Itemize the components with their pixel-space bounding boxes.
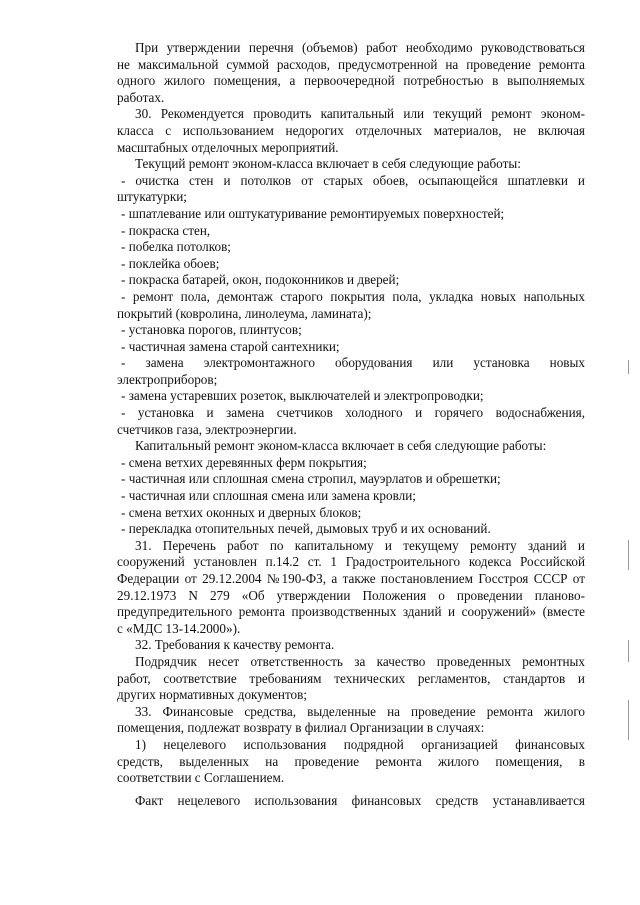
text-line: сооружений установлен п.14.2 ст. 1 Градостроительного кодекса Российской: [117, 554, 585, 570]
text-line: - очистка стен и потолков от старых обоев, осыпающейся шпатлевки и: [121, 172, 585, 188]
text-line: покрытий (ковролина, линолеума, ламината);: [117, 305, 372, 321]
text-line: работах.: [117, 89, 165, 105]
text-line: - шпатлевание или оштукатуривание ремонтируемых поверхностей;: [121, 205, 505, 221]
text-line: Текущий ремонт эконом-класса включает в себя следующие работы:: [135, 156, 521, 172]
text-line: штукатурки;: [117, 189, 187, 205]
document-page: [117, 40, 585, 809]
text-line: При утверждении перечня (объемов) работ необходимо руководствоваться: [135, 40, 585, 55]
text-line: 33. Финансовые средства, выделенные на проведение ремонта жилого: [135, 703, 585, 719]
text-line: - замена электромонтажного оборудования или установка новых: [121, 355, 585, 371]
text-line: - поклейка обоев;: [121, 255, 220, 271]
text-line: 30. Рекомендуется проводить капитальный или текущий ремонт эконом-: [135, 106, 585, 122]
text-line: масштабных отделочных мероприятий.: [117, 139, 339, 155]
scan-margin-mark: [628, 540, 629, 570]
text-line: Капитальный ремонт эконом-класса включает в себя следующие работы:: [135, 438, 547, 454]
text-line: - установка порогов, плинтусов;: [121, 322, 302, 338]
text-line: не максимальной суммой расходов, предусмотренной на проведение ремонта: [117, 56, 585, 72]
text-line: - побелка потолков;: [121, 239, 231, 255]
text-line: - покраска батарей, окон, подоконников и дверей;: [121, 272, 400, 288]
text-line: - смена ветхих оконных и дверных блоков;: [121, 504, 362, 520]
text-line: 31. Перечень работ по капитальному и текущему ремонту зданий и: [135, 537, 585, 553]
text-line: - частичная замена старой сантехники;: [121, 338, 340, 354]
text-line: помещения, подлежат возврату в филиал Организации в случаях:: [117, 720, 485, 736]
text-line: с «МДС 13-14.2000»).: [117, 620, 241, 636]
text-line: счетчиков газа, электроэнергии.: [117, 421, 297, 437]
text-line: предупредительного ремонта производственных зданий и сооружений» (вместе: [117, 604, 585, 620]
scan-margin-mark: [628, 360, 629, 374]
text-line: - установка и замена счетчиков холодного и горячего водоснабжения,: [121, 405, 585, 421]
text-line: - замена устаревших розеток, выключателей и электропроводки;: [121, 388, 484, 404]
text-line: класса с использованием недорогих отделочных материалов, не включая: [117, 122, 585, 138]
text-line: - перекладка отопительных печей, дымовых труб и их оснований.: [121, 521, 491, 537]
text-line: 32. Требования к качеству ремонта.: [135, 637, 335, 653]
text-line: Факт нецелевого использования финансовых средств устанавливается: [135, 792, 585, 808]
text-line: 29.12.1973 N 279 «Об утверждении Положения о проведении планово-: [117, 587, 585, 603]
text-line: одного жилого помещения, а первоочередной потребностью в выполняемых: [117, 73, 585, 89]
text-line: - частичная или сплошная смена или замена кровли;: [121, 488, 416, 504]
text-line: электроприборов;: [117, 371, 218, 387]
text-line: - покраска стен,: [121, 222, 211, 238]
scan-margin-mark: [628, 640, 629, 662]
text-line: 1) нецелевого использования подрядной организацией финансовых: [135, 736, 585, 752]
text-line: - частичная или сплошная смена стропил, мауэрлатов и обрешетки;: [121, 471, 501, 487]
text-line: средств, выделенных на проведение ремонта жилого помещения, в: [117, 753, 585, 769]
text-line: других нормативных документов;: [117, 687, 308, 703]
scan-margin-mark: [628, 700, 629, 740]
text-line: - смена ветхих деревянных ферм покрытия;: [121, 454, 367, 470]
text-line: - ремонт пола, демонтаж старого покрытия пола, укладка новых напольных: [121, 288, 585, 304]
text-line: работ, соответствие требованиям технических регламентов, стандартов и: [117, 670, 585, 686]
text-line: Подрядчик несет ответственность за качество проведенных ремонтных: [135, 653, 585, 669]
text-line: Федерации от 29.12.2004 №190-ФЗ, а также постановлением Госстроя СССР от: [117, 571, 585, 586]
text-line: соответствии с Соглашением.: [117, 770, 285, 786]
